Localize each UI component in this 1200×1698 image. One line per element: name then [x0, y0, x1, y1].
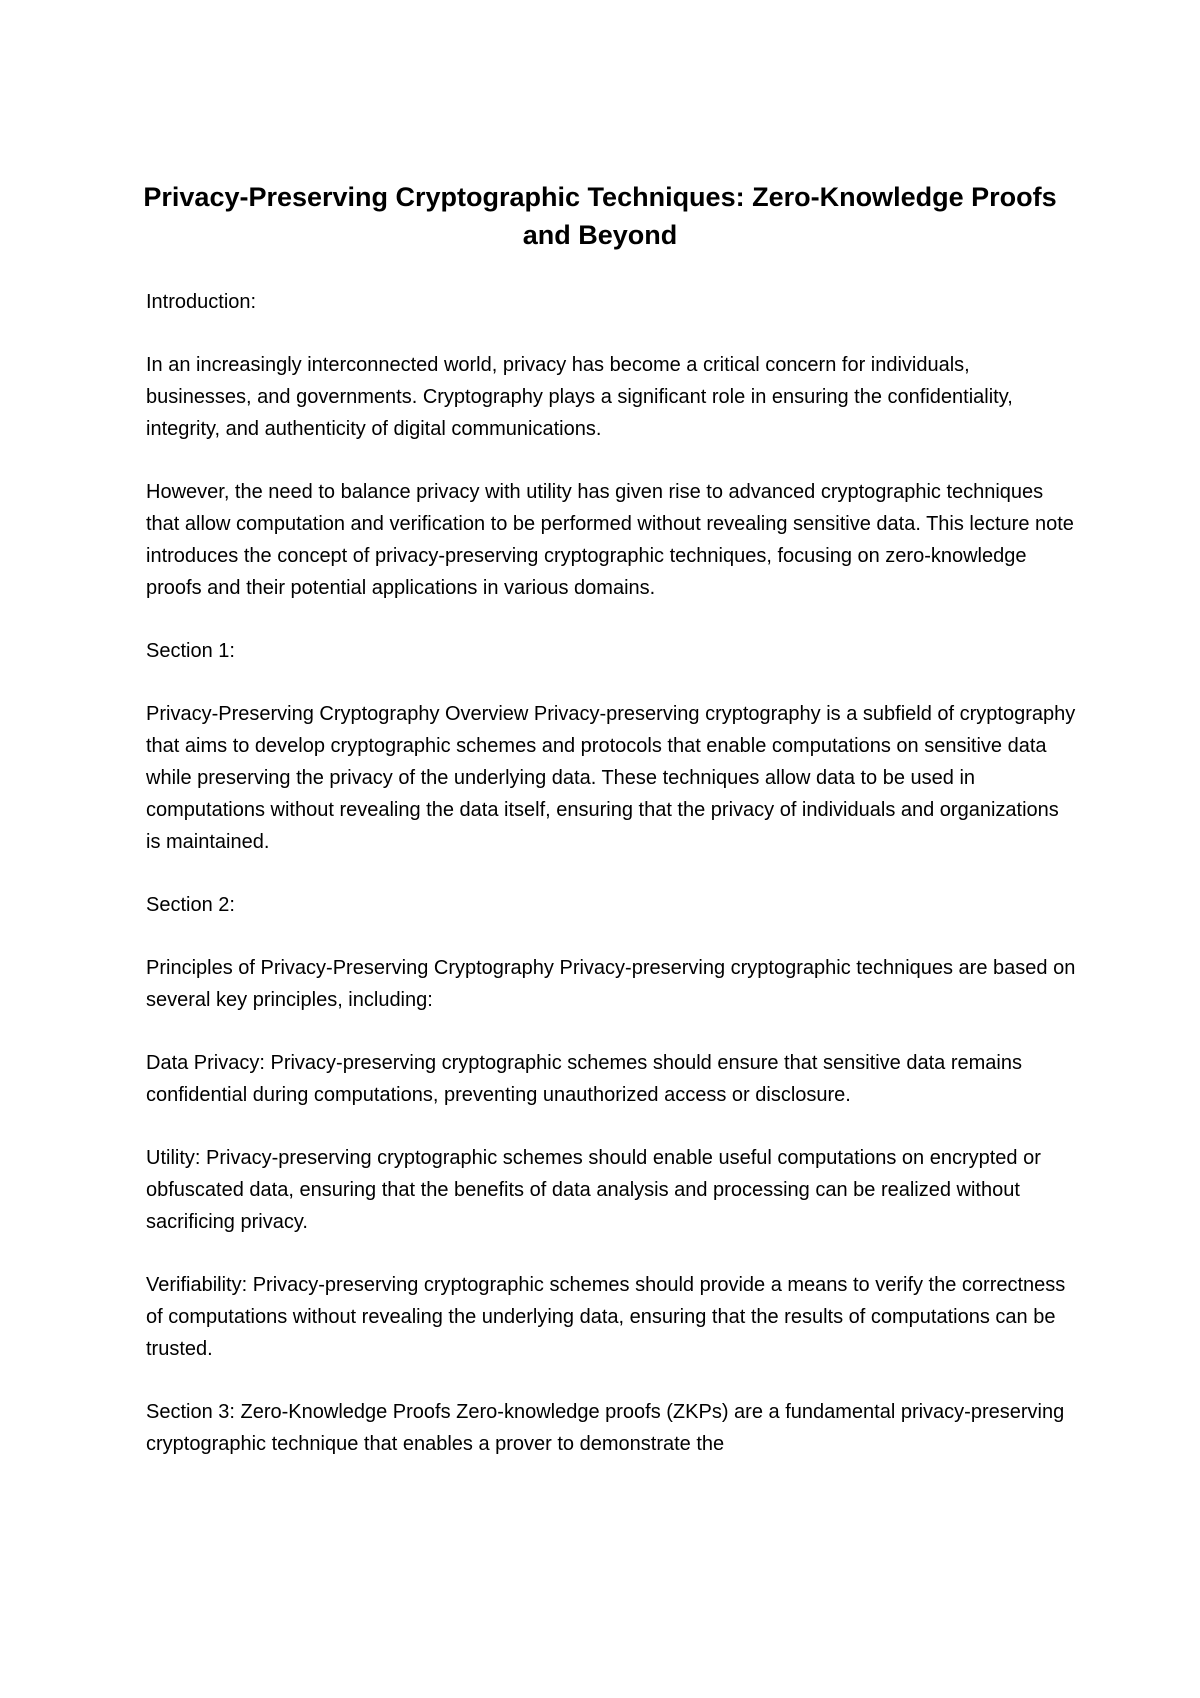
paragraph-introduction-heading: Introduction:: [146, 291, 257, 313]
document-title: Privacy-Preserving Cryptographic Techniques: Zero-Knowledge Proofs and Beyond: [143, 182, 1057, 250]
paragraph-section-3: Section 3: Zero-Knowledge Proofs Zero-knowledge proofs (ZKPs) are a fundamental privacy-preserving cryptographic technique that enables a prover to demonstrate the: [146, 1401, 1065, 1455]
paragraph-section-2-intro: Principles of Privacy-Preserving Cryptography Privacy-preserving cryptographic techniques are based on several key principles, including:: [146, 957, 1076, 1011]
paragraph-section-1-body: Privacy-Preserving Cryptography Overview Privacy-preserving cryptography is a subfield of cryptography that aims to develop cryptographic schemes and protocols that enable computations on sensitive data while preserving the privacy of the underlying data. These techniques allow data to be used in computations without revealing the data itself, ensuring that the privacy of individuals and organizations is maintained.: [146, 703, 1076, 853]
document-body: [146, 286, 1076, 1491]
paragraph-utility: Utility: Privacy-preserving cryptographic schemes should enable useful computations on encrypted or obfuscated data, ensuring that the benefits of data analysis and processing can be realized without sacrificing privacy.: [146, 1147, 1041, 1233]
paragraph-data-privacy: Data Privacy: Privacy-preserving cryptographic schemes should ensure that sensitive data remains confidential during computations, preventing unauthorized access or disclosure.: [146, 1052, 1022, 1106]
paragraph-section-1-heading: Section 1:: [146, 640, 235, 662]
paragraph-verifiability: Verifiability: Privacy-preserving cryptographic schemes should provide a means to verify the correctness of computations without revealing the underlying data, ensuring that the results of computations can be trusted.: [146, 1274, 1066, 1360]
paragraph-introduction-2: However, the need to balance privacy with utility has given rise to advanced cryptographic techniques that allow computation and verification to be performed without revealing sensitive data. This lecture note introduces the concept of privacy-preserving cryptographic techniques, focusing on zero-knowledge proofs and their potential applications in various domains.: [146, 481, 1074, 599]
paragraph-introduction-1: In an increasingly interconnected world, privacy has become a critical concern for individuals, businesses, and governments. Cryptography plays a significant role in ensuring the confidentiality, integrity, and authenticity of digital communications.: [146, 354, 1013, 440]
paragraph-section-2-heading: Section 2:: [146, 894, 235, 916]
